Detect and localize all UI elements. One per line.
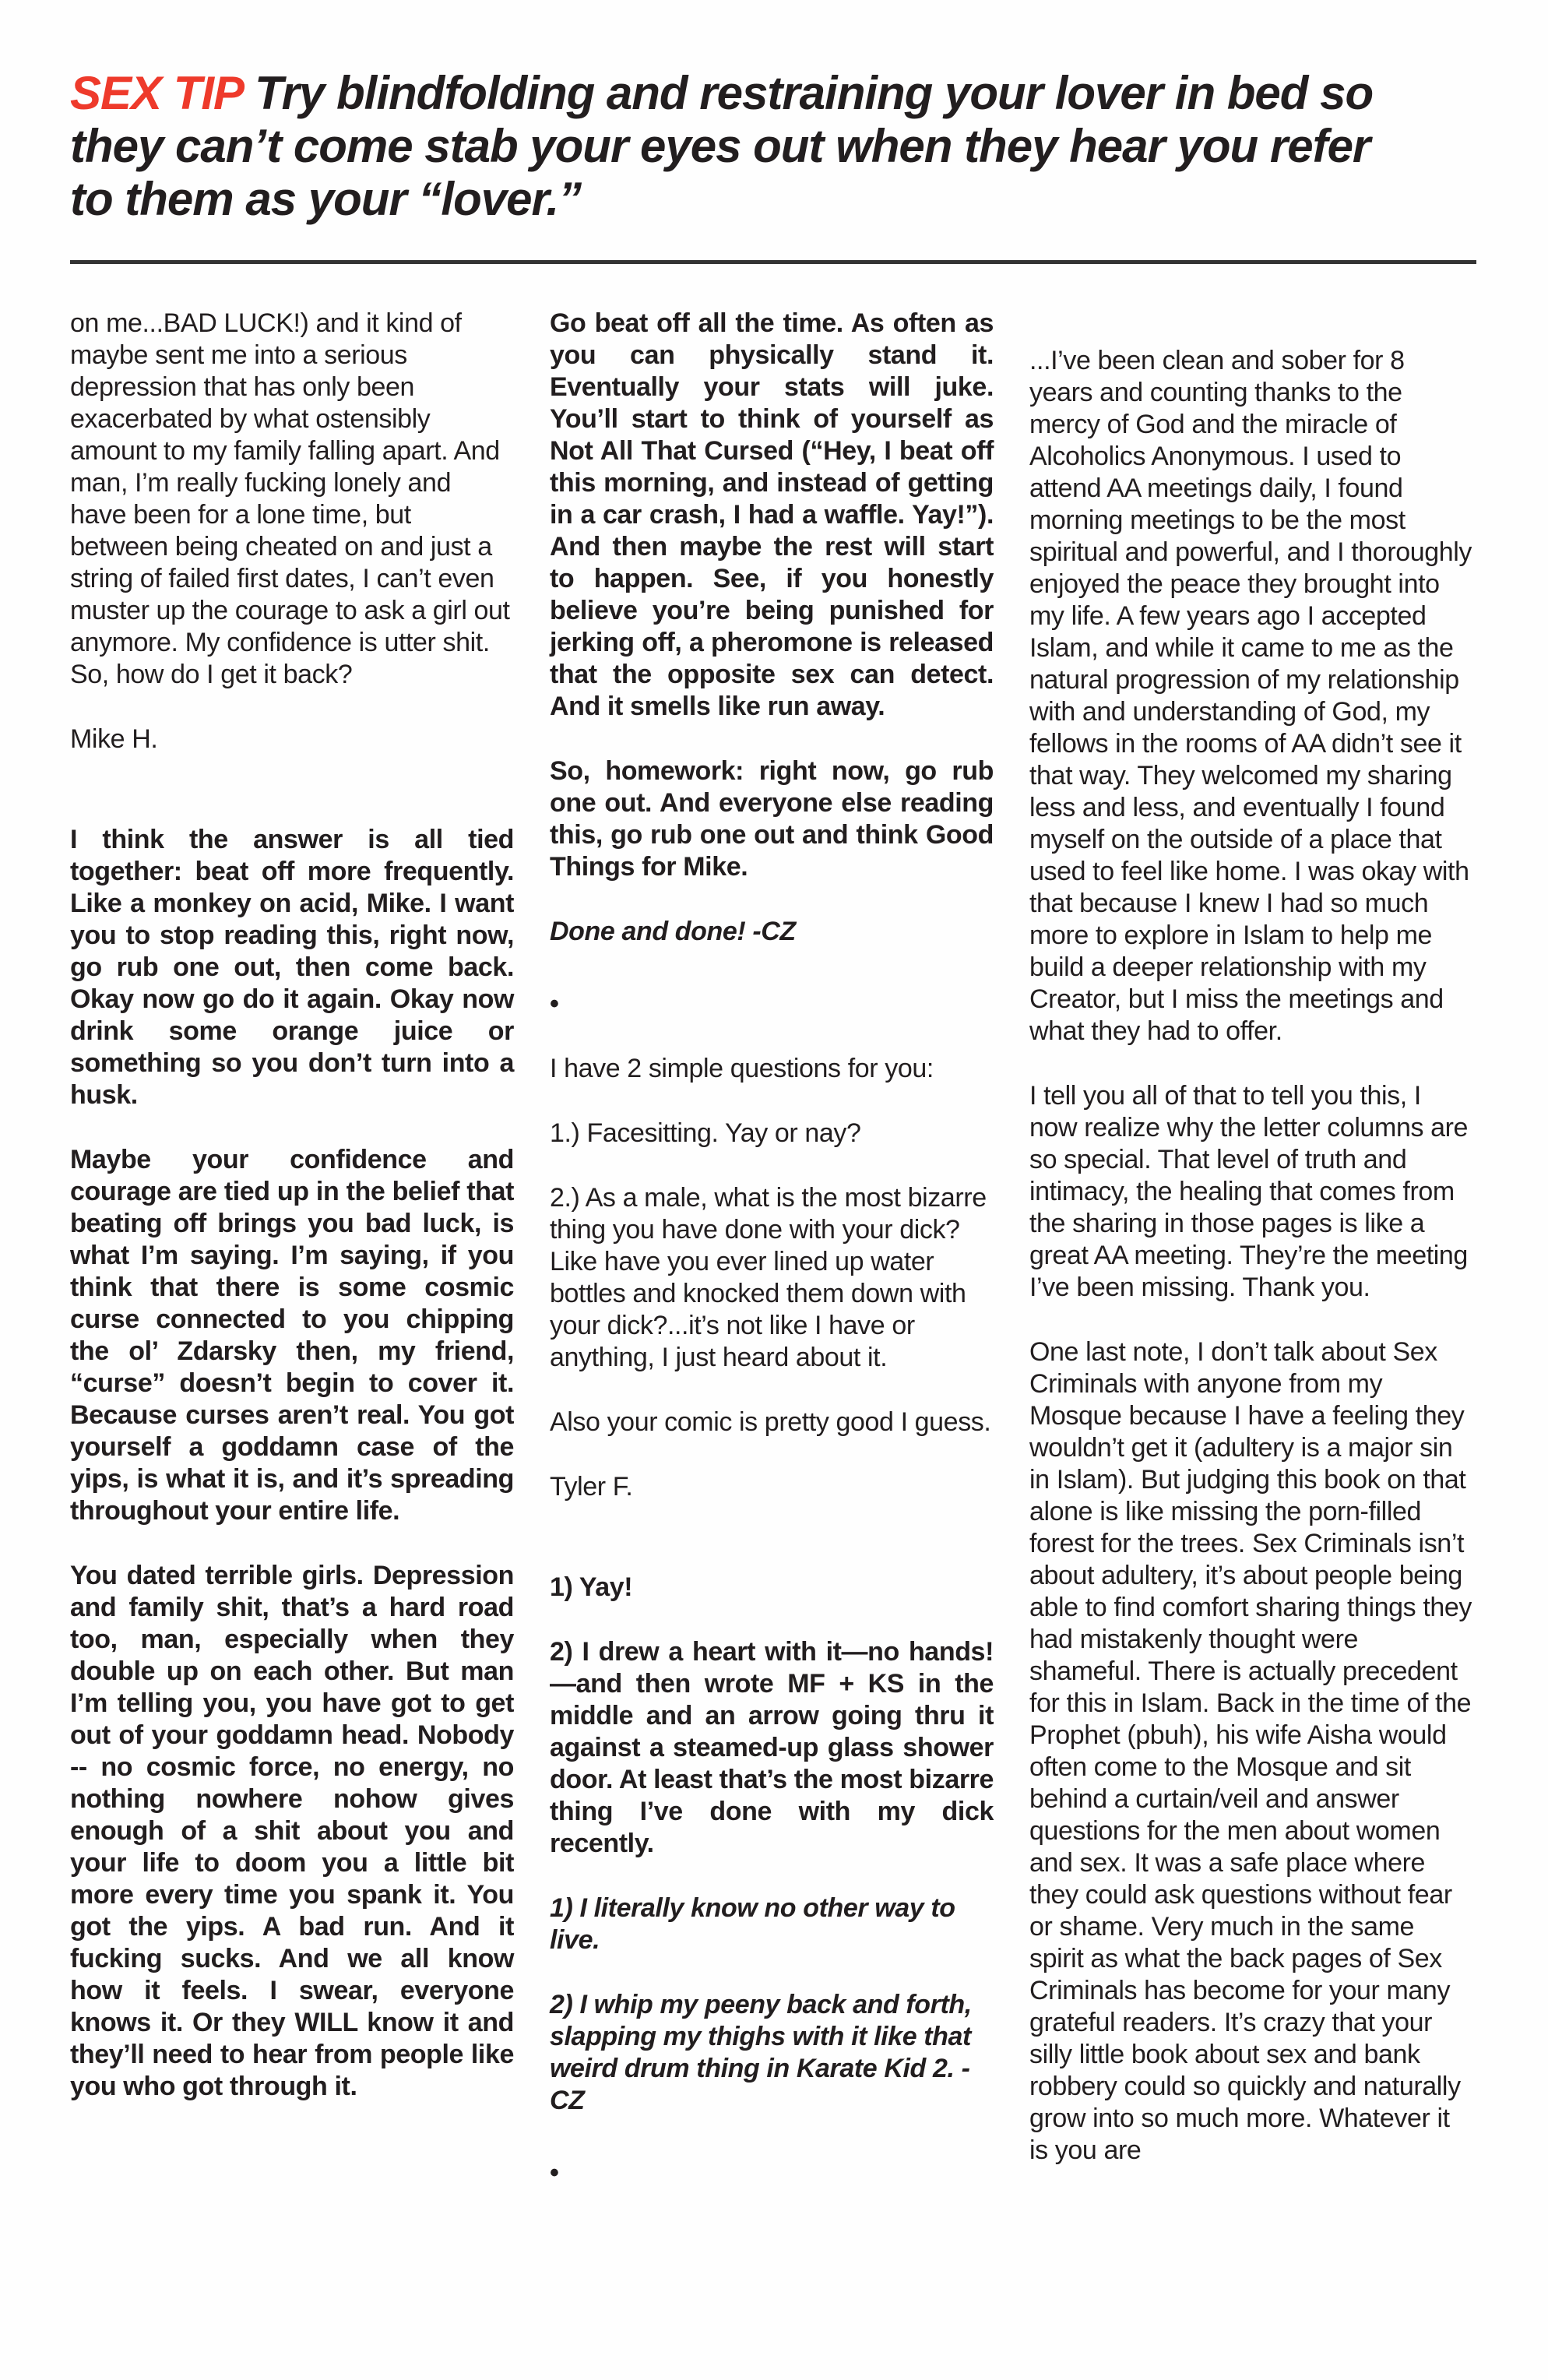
paragraph-reply: So, homework: right now, go rub one out. And everyone else reading this, go rub one out and think Good Things for Mike. xyxy=(550,756,994,882)
paragraph-reply: Go beat off all the time. As often as you can physically stand it. Eventually your stats will juke. You’ll start to think of yourself as Not All That Cursed (“Hey, I beat off this morning, and instead of getting in a car crash, I had a waffle. Yay!”). And then maybe the rest will start to happen. See, if you honestly believe you’re being punished for jerking off, a pheromone is released that the opposite sex can detect. And it smells like run away. xyxy=(550,308,994,721)
paragraph-letter: 2.) As a male, what is the most bizarre thing you have done with your dick? Like have you ever lined up water bottles and knocked them down with your dick?...it’s not like I have or anything, I just heard about it. xyxy=(550,1183,987,1372)
paragraph-reply: You dated terrible girls. Depression and family shit, that’s a hard road too, man, especially when they double up on each other. But man I’m telling you, you have got to get out of your goddamn head. Nobody -- no cosmic force, no energy, no nothing nowhere nohow gives enough of a shit about you and your life to doom you a little bit more every time you spank it. You got the yips. A bad run. And it fucking sucks. And we all know how it feels. I swear, everyone knows it. Or they WILL know it and they’ll need to hear from people like you who got through it. xyxy=(70,1561,514,2101)
paragraph-reply: 1) Yay! xyxy=(550,1572,633,1602)
paragraph-letter: on me...BAD LUCK!) and it kind of maybe sent me into a serious depression that has only been exacerbated by what ostensibly amount to my family falling apart. And man, I’m really fucking lonely and have been for a lone time, but between being cheated on and just a string of failed first dates, I can’t even muster up the courage to ask a girl out anymore. My confidence is utter shit. So, how do I get it back? xyxy=(70,308,510,689)
paragraph-signoff: Done and done! -CZ xyxy=(550,917,796,946)
paragraph-signoff: 1) I literally know no other way to live. xyxy=(550,1893,955,1955)
paragraph-letter: Tyler F. xyxy=(550,1472,633,1502)
paragraph-letter: ...I’ve been clean and sober for 8 years and counting thanks to the mercy of God and the miracle of Alcoholics Anonymous. I used to attend AA meetings daily, I found morning meetings to be the most spiritual and powerful, and I thoroughly enjoyed the peace they brought into my life. A few years ago I accepted Islam, and while it came to me as the natural progression of my relationship with and understanding of God, my fellows in the rooms of AA didn’t see it that way. They welcomed my sharing less and less, and eventually I found myself on the outside of a place that used to feel like home. I was okay with that because I knew I had so much more to explore in Islam to help me build a deeper relationship with my Creator, but I miss the meetings and what they had to offer. xyxy=(1029,346,1472,1046)
paragraph-letter: One last note, I don’t talk about Sex Criminals with anyone from my Mosque because I have a feeling they wouldn’t get it (adultery is a major sin in Islam). But judging this book on that alone is like missing the porn-filled forest for the trees. Sex Criminals isn’t about adultery, it’s about people being able to find comfort sharing things they had mistakenly thought were shameful. There is actually precedent for this in Islam. Back in the time of the Prophet (pbuh), his wife Aisha would often come to the Mosque and sit behind a curtain/veil and answer questions for the men about women and sex. It was a safe place where they could ask questions without fear or shame. Very much in the same spirit as what the back pages of Sex Criminals has become for your many grateful readers. It’s crazy that your silly little book about sex and bank robbery could so quickly and naturally grow into so much more. Whatever it is you are xyxy=(1029,1337,1472,2165)
paragraph-letter: I have 2 simple questions for you: xyxy=(550,1054,934,1083)
paragraph-letter: Also your comic is pretty good I guess. xyxy=(550,1407,991,1437)
paragraph-reply: Maybe your confidence and courage are tied up in the belief that beating off brings you bad luck, is what I’m saying. I’m saying, if you think that there is some cosmic curse connected to you chipping the ol’ Zdarsky then, my friend, “curse” doesn’t begin to cover it. Because curses aren’t real. You got yourself a goddamn case of the yips, is what it is, and it’s spreading throughout your entire life. xyxy=(70,1145,514,1526)
bullet-divider: • xyxy=(550,989,559,1019)
column-3 xyxy=(1029,308,1473,2167)
column-1 xyxy=(70,308,514,2103)
sex-tip-heading xyxy=(70,67,1394,226)
letter-columns xyxy=(70,308,1476,2189)
sex-tip-header xyxy=(70,67,1476,226)
bullet-divider: • xyxy=(550,2158,559,2188)
column-2 xyxy=(550,308,994,2189)
paragraph-letter: I tell you all of that to tell you this, I now realize why the letter columns are so special. That level of truth and intimacy, the healing that comes from the sharing in those pages is like a great AA meeting. They’re the meeting I’ve been missing. Thank you. xyxy=(1029,1081,1469,1302)
paragraph-reply: I think the answer is all tied together: beat off more frequently. Like a monkey on acid, Mike. I want you to stop reading this, right now, go rub one out, then come back. Okay now go do it again. Okay now drink some orange juice or something so you don’t turn into a husk. xyxy=(70,825,514,1110)
paragraph-letter: Mike H. xyxy=(70,724,158,754)
sex-tip-text: Try blindfolding and restraining your lover in bed so they can’t come stab your eyes out when they hear you refer to them as your “lover.” xyxy=(70,67,1374,225)
paragraph-reply: 2) I drew a heart with it—no hands!—and then wrote MF + KS in the middle and an arrow going thru it against a steamed-up glass shower door. At least that’s the most bizarre thing I’ve done with my dick recently. xyxy=(550,1637,994,1858)
divider-rule xyxy=(70,260,1476,264)
sex-tip-label: SEX TIP xyxy=(70,67,245,119)
paragraph-signoff: 2) I whip my peeny back and forth, slapping my thighs with it like that weird drum thing in Karate Kid 2. -CZ xyxy=(550,1990,972,2115)
paragraph-letter: 1.) Facesitting. Yay or nay? xyxy=(550,1118,861,1148)
